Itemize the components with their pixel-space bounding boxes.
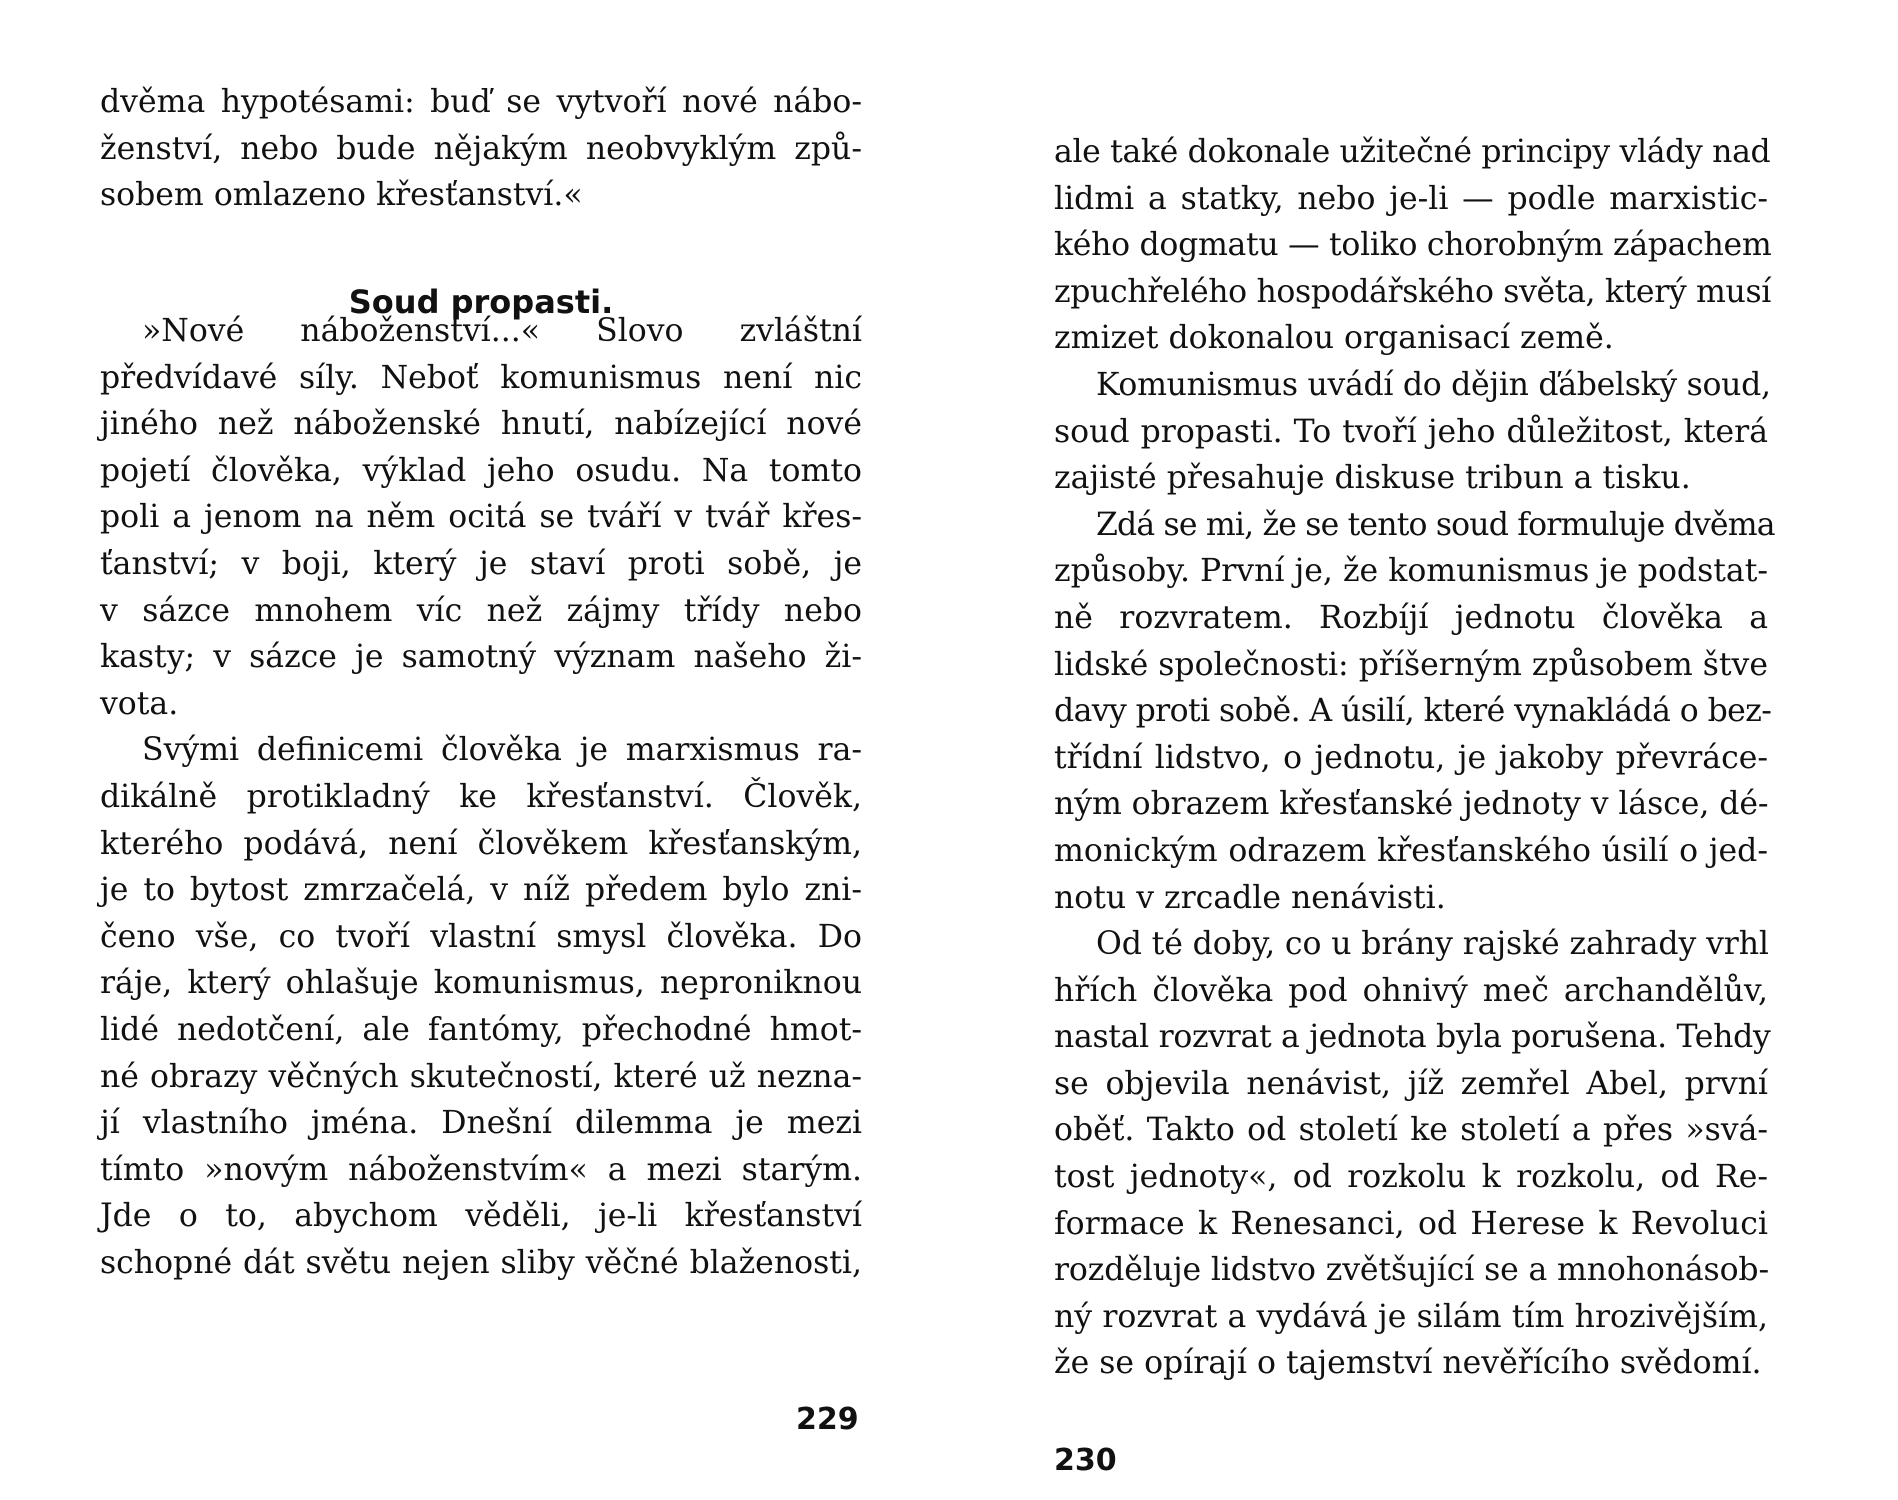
text-line: ženství, nebo bude nějakým neobvyklým způ- bbox=[100, 130, 862, 167]
text-line: zajisté přesahuje diskuse tribun a tisku. bbox=[1054, 460, 1691, 497]
text-line: ný rozvrat a vydává je silám tím hrozivějším, bbox=[1054, 1298, 1768, 1335]
text-line: sobem omlazeno křesťanství.« bbox=[100, 177, 583, 214]
text-line: je to bytost zmrzačelá, v níž předem bylo zni- bbox=[100, 872, 862, 909]
text-line: předvídavé síly. Neboť komunismus není nic bbox=[100, 359, 862, 396]
text-line: davy proti sobě. A úsilí, které vynakládá o bez- bbox=[1054, 693, 1772, 730]
text-line: že se opírají o tajemství nevěřícího svědomí. bbox=[1054, 1345, 1762, 1382]
text-line: kého dogmatu — toliko chorobným zápachem bbox=[1054, 227, 1772, 264]
text-line: se objevila nenávist, jíž zemřel Abel, první bbox=[1054, 1065, 1768, 1102]
text-line: ťanství; v boji, který je staví proti sobě, je bbox=[100, 545, 862, 582]
text-line: notu v zrcadle nenávisti. bbox=[1054, 879, 1446, 916]
text-line: zpuchřelého hospodářského světa, který musí bbox=[1054, 273, 1772, 310]
text-line: kterého podává, není člověkem křesťanským, bbox=[100, 825, 862, 862]
text-line: né obrazy věčných skutečností, které už nezna- bbox=[100, 1058, 862, 1095]
text-line: »Nové náboženství...« Slovo zvláštní bbox=[142, 313, 862, 349]
right-main-text bbox=[1054, 129, 1775, 1387]
text-line: nastal rozvrat a jednota byla porušena. Tehdy bbox=[1054, 1019, 1771, 1056]
text-line: dvěma hypotésami: buď se vytvoří nové nábo- bbox=[100, 84, 862, 120]
right-page bbox=[949, 0, 1898, 1500]
page-number: 229 bbox=[796, 1402, 859, 1437]
text-line: v sázce mnohem víc než zájmy třídy nebo bbox=[100, 592, 862, 629]
text-line: způsoby. První je, že komunismus je podstat- bbox=[1054, 553, 1768, 590]
page-number: 230 bbox=[1054, 1443, 1117, 1478]
text-line: ráje, který ohlašuje komunismus, neproniknou bbox=[100, 965, 862, 1002]
text-line: formace k Renesanci, od Herese k Revoluci bbox=[1054, 1205, 1768, 1242]
text-line: Od té doby, co u brány rajské zahrady vrhl bbox=[1096, 926, 1769, 963]
left-paragraph-continuation bbox=[100, 79, 862, 219]
text-line: ale také dokonale užitečné principy vlády nad bbox=[1054, 134, 1771, 170]
text-line: jiného než náboženské hnutí, nabízející nové bbox=[100, 406, 862, 443]
text-line: monickým odrazem křesťanského úsilí o jed- bbox=[1054, 832, 1768, 869]
text-line: vota. bbox=[100, 685, 179, 722]
text-line: dikálně protikladný ke křesťanství. Člověk, bbox=[100, 778, 862, 815]
text-line: kasty; v sázce je samotný význam našeho ži- bbox=[100, 639, 862, 676]
text-line: hřích člověka pod ohnivý meč archandělův, bbox=[1054, 972, 1768, 1009]
text-line: čeno vše, co tvoří vlastní smysl člověka. Do bbox=[100, 918, 862, 955]
text-line: ně rozvratem. Rozbíjí jednotu člověka a bbox=[1054, 599, 1768, 636]
text-line: Svými definicemi člověka je marxismus ra- bbox=[142, 732, 862, 769]
text-line: rozděluje lidstvo zvětšující se a mnohonásob- bbox=[1054, 1252, 1769, 1289]
text-line: tímto »novým náboženstvím« a mezi starým. bbox=[100, 1151, 862, 1188]
text-line: ným obrazem křesťanské jednoty v lásce, dé- bbox=[1054, 786, 1769, 823]
text-line: zmizet dokonalou organisací země. bbox=[1054, 320, 1614, 357]
text-line: Komunismus uvádí do dějin ďábelský soud, bbox=[1096, 366, 1771, 403]
text-line: pojetí člověka, výklad jeho osudu. Na tomto bbox=[100, 452, 862, 489]
text-line: Zdá se mi, že se tento soud formuluje dvěma bbox=[1096, 506, 1775, 543]
section-heading: Soud propasti. bbox=[348, 283, 614, 321]
text-line: Jde o to, abychom věděli, je-li křesťanství bbox=[100, 1198, 862, 1235]
text-line: oběť. Takto od století ke století a přes »svá- bbox=[1054, 1112, 1768, 1149]
text-line: třídní lidstvo, o jednotu, je jakoby převráce- bbox=[1054, 739, 1768, 776]
text-line: soud propasti. To tvoří jeho důležitost, která bbox=[1054, 413, 1768, 450]
left-main-text bbox=[100, 308, 862, 1286]
text-line: lidmi a statky, nebo je-li — podle marxistic- bbox=[1054, 180, 1768, 217]
text-line: lidé nedotčení, ale fantómy, přechodné hmot- bbox=[100, 1011, 862, 1048]
text-line: schopné dát světu nejen sliby věčné blaženosti, bbox=[100, 1244, 862, 1281]
text-line: jí vlastního jména. Dnešní dilemma je mezi bbox=[100, 1105, 862, 1142]
text-line: tost jednoty«, od rozkolu k rozkolu, od Re- bbox=[1054, 1159, 1768, 1196]
text-line: poli a jenom na něm ocitá se tváří v tvář křes- bbox=[100, 499, 862, 536]
text-line: lidské společnosti: příšerným způsobem štve bbox=[1054, 646, 1768, 683]
